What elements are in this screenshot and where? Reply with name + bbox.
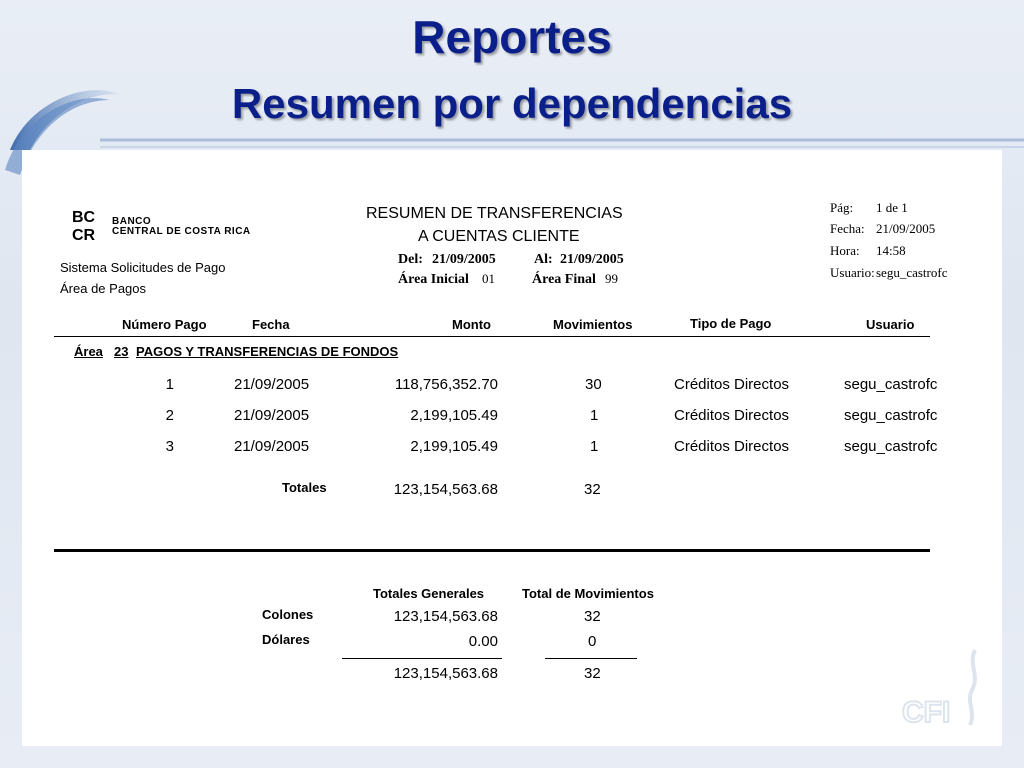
svg-text:CR: CR	[72, 227, 96, 242]
pag-value: 1 de 1	[876, 200, 908, 215]
area-label: Área de Pagos	[60, 281, 147, 296]
row-monto: 2,199,105.49	[410, 438, 498, 455]
svg-text:BC: BC	[72, 209, 96, 226]
pag-label: Pág:	[830, 200, 854, 215]
summary-header-movimientos: Total de Movimientos	[522, 586, 654, 601]
area-final-value: 99	[605, 271, 618, 286]
col-fecha: Fecha	[252, 317, 290, 332]
report-page	[22, 150, 1002, 746]
group-area-code: 23	[114, 344, 129, 359]
slide-subtitle: Resumen por dependencias	[231, 80, 793, 127]
col-usuario: Usuario	[866, 317, 915, 332]
group-area-label: Área	[74, 344, 103, 359]
row-tipo: Créditos Directos	[674, 407, 790, 424]
row-monto: 118,756,352.70	[394, 376, 498, 393]
al-value: 21/09/2005	[560, 252, 624, 267]
row-usuario: segu_castrofc	[844, 438, 938, 455]
row-movimientos: 30	[585, 376, 602, 393]
col-numero-pago: Número Pago	[122, 317, 207, 332]
usuario-meta-value: segu_castrofc	[876, 265, 948, 280]
fecha-meta-label: Fecha:	[830, 221, 865, 236]
dolares-label: Dólares	[262, 632, 310, 647]
fecha-meta-value: 21/09/2005	[876, 221, 936, 236]
system-label: Sistema Solicitudes de Pago	[60, 260, 226, 275]
header-divider	[54, 336, 930, 337]
grand-movimientos: 32	[584, 665, 601, 682]
row-tipo: Créditos Directos	[674, 438, 790, 455]
report-title-line1: RESUMEN DE TRANSFERENCIAS	[366, 205, 623, 222]
row-numero: 1	[165, 376, 174, 393]
row-fecha: 21/09/2005	[234, 438, 310, 455]
bccr-logo-icon	[72, 206, 112, 242]
summary-divider-totales	[342, 658, 502, 659]
al-label: Al:	[534, 252, 553, 267]
row-movimientos: 1	[590, 407, 599, 424]
grand-total: 123,154,563.68	[393, 665, 498, 682]
colones-movimientos: 32	[584, 608, 601, 625]
section-divider	[54, 549, 930, 552]
col-tipo-pago: Tipo de Pago	[690, 316, 772, 331]
hora-value: 14:58	[876, 243, 906, 258]
row-tipo: Créditos Directos	[674, 376, 790, 393]
group-area-name: PAGOS Y TRANSFERENCIAS DE FONDOS	[136, 344, 399, 359]
area-final-label: Área Final	[532, 272, 596, 287]
row-fecha: 21/09/2005	[234, 407, 310, 424]
del-label: Del:	[398, 252, 423, 267]
bank-name-line2: CENTRAL DE COSTA RICA	[112, 226, 251, 237]
colones-total: 123,154,563.68	[393, 608, 498, 625]
row-fecha: 21/09/2005	[234, 376, 310, 393]
svg-text:CFI: CFI	[902, 696, 951, 729]
col-movimientos: Movimientos	[553, 317, 633, 332]
bank-name-line1: BANCO	[112, 216, 152, 227]
totales-movimientos: 32	[584, 481, 601, 498]
summary-header-totales: Totales Generales	[373, 586, 485, 601]
usuario-meta-label: Usuario:	[830, 265, 875, 280]
col-monto: Monto	[452, 317, 491, 332]
row-movimientos: 1	[590, 438, 599, 455]
dolares-total: 0.00	[468, 633, 498, 650]
row-usuario: segu_castrofc	[844, 376, 938, 393]
totales-monto: 123,154,563.68	[393, 481, 498, 498]
slide-title: Reportes	[412, 11, 612, 63]
area-inicial-label: Área Inicial	[398, 272, 469, 287]
row-monto: 2,199,105.49	[410, 407, 498, 424]
del-value: 21/09/2005	[432, 252, 496, 267]
hora-label: Hora:	[830, 243, 860, 258]
row-numero: 2	[165, 407, 174, 424]
cfi-watermark-icon	[880, 640, 990, 740]
totales-label: Totales	[282, 480, 327, 495]
report-title-line2: A CUENTAS CLIENTE	[418, 228, 580, 245]
colones-label: Colones	[262, 607, 314, 622]
row-numero: 3	[165, 438, 174, 455]
area-inicial-value: 01	[482, 271, 495, 286]
dolares-movimientos: 0	[588, 633, 597, 650]
row-usuario: segu_castrofc	[844, 407, 938, 424]
summary-divider-movimientos	[545, 658, 637, 659]
